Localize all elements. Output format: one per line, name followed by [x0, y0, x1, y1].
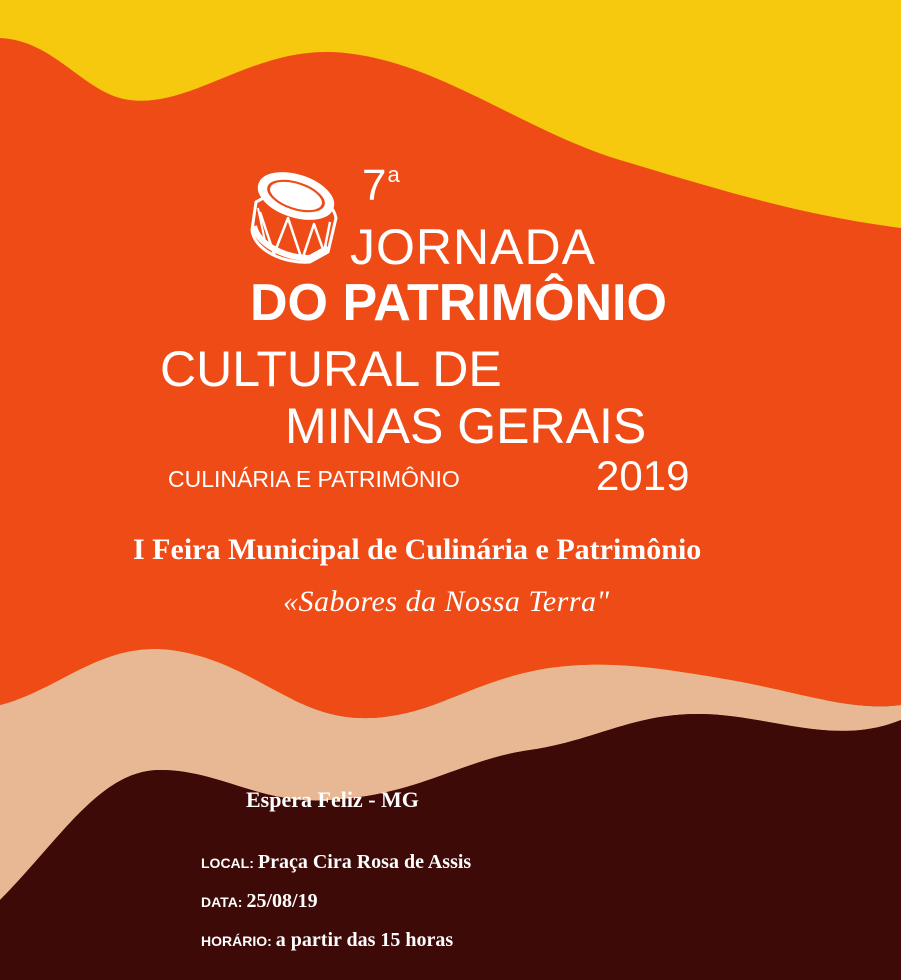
edition-digit: 7 — [362, 161, 387, 210]
date-row — [201, 890, 318, 913]
title-line-1: JORNADA — [350, 219, 596, 275]
location-label: LOCAL: — [201, 855, 254, 871]
fair-title: I Feira Municipal de Culinária e Patrimônio — [133, 533, 702, 566]
event-year: 2019 — [596, 452, 690, 499]
date-label: DATA: — [201, 894, 243, 910]
time-label: HORÁRIO: — [201, 933, 272, 949]
title-line-2: DO PATRIMÔNIO — [250, 274, 667, 332]
edition-number — [362, 161, 400, 210]
drum-icon — [244, 166, 344, 270]
theme-subtitle: CULINÁRIA E PATRIMÔNIO — [168, 466, 460, 492]
title-line-4: MINAS GERAIS — [285, 398, 647, 454]
fair-tagline: «Sabores da Nossa Terra" — [283, 585, 610, 618]
location-row — [201, 851, 471, 874]
time-row — [201, 929, 453, 952]
date-value: 25/08/19 — [246, 890, 318, 912]
edition-suffix: a — [387, 162, 400, 187]
title-line-3: CULTURAL DE — [160, 341, 502, 397]
location-value: Praça Cira Rosa de Assis — [257, 851, 472, 873]
time-value: a partir das 15 horas — [275, 929, 454, 951]
city-label: Espera Feliz - MG — [246, 787, 419, 812]
